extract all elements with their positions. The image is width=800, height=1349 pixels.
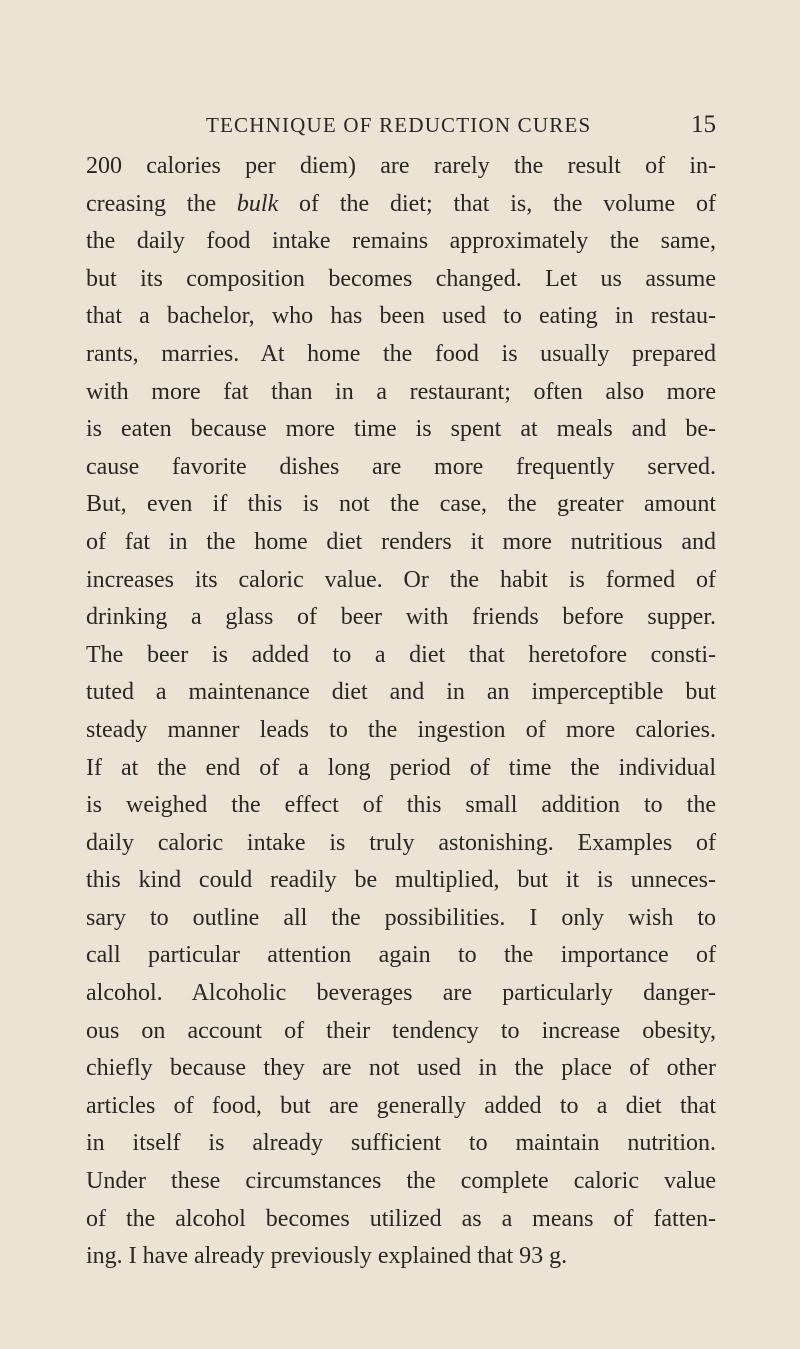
text-line: daily caloric intake is truly astonishing. Examples of [86,829,716,856]
text-line [86,186,716,224]
text-line: ous on account of their tendency to increase obesity, [86,1017,716,1044]
text-segment: of the diet; that is, the volume of [278,190,716,217]
text-line: tuted a maintenance diet and in an imperceptible but [86,679,716,706]
text-line: 200 calories per diem) are rarely the result of in- [86,153,716,179]
text-line: cause favorite dishes are more frequently served. [86,453,716,480]
text-line: in itself is already sufficient to maintain nutrition. [86,1130,716,1157]
text-line: increases its caloric value. Or the habit is formed of [86,566,716,593]
text-line: this kind could readily be multiplied, but it is unneces- [86,867,716,894]
text-line: of fat in the home diet renders it more nutritious and [86,528,716,555]
running-header [206,113,716,143]
text-line: alcohol. Alcoholic beverages are particularly danger- [86,980,716,1007]
text-line: the daily food intake remains approximately the same, [86,228,716,255]
text-line: drinking a glass of beer with friends before supper. [86,604,716,631]
text-line: Under these circumstances the complete caloric value [86,1168,716,1195]
text-line: steady manner leads to the ingestion of more calories. [86,716,716,743]
text-line: But, even if this is not the case, the greater amount [86,491,716,518]
text-line: is eaten because more time is spent at meals and be- [86,416,716,443]
text-line: call particular attention again to the importance of [86,942,716,969]
text-line: of the alcohol becomes utilized as a means of fatten- [86,1205,716,1232]
text-line: with more fat than in a restaurant; often also more [86,378,716,405]
text-line: that a bachelor, who has been used to eating in restau- [86,303,716,330]
text-line: but its composition becomes changed. Let us assume [86,265,716,292]
text-line: rants, marries. At home the food is usually prepared [86,340,716,367]
text-line: sary to outline all the possibilities. I only wish to [86,904,716,931]
text-line: is weighed the effect of this small addition to the [86,792,716,819]
text-line: If at the end of a long period of time the individual [86,754,716,781]
page-number: 15 [691,111,716,138]
text-line: ing. I have already previously explained that 93 g. [86,1243,568,1270]
running-header-title: TECHNIQUE OF REDUCTION CURES [206,113,592,137]
text-line: chiefly because they are not used in the place of other [86,1055,716,1082]
text-line: articles of food, but are generally added to a diet that [86,1092,716,1119]
text-segment: creasing the [86,190,237,217]
italic-word: bulk [236,190,279,217]
text-line: The beer is added to a diet that heretofore consti- [86,641,716,668]
body-paragraph [86,148,716,1276]
